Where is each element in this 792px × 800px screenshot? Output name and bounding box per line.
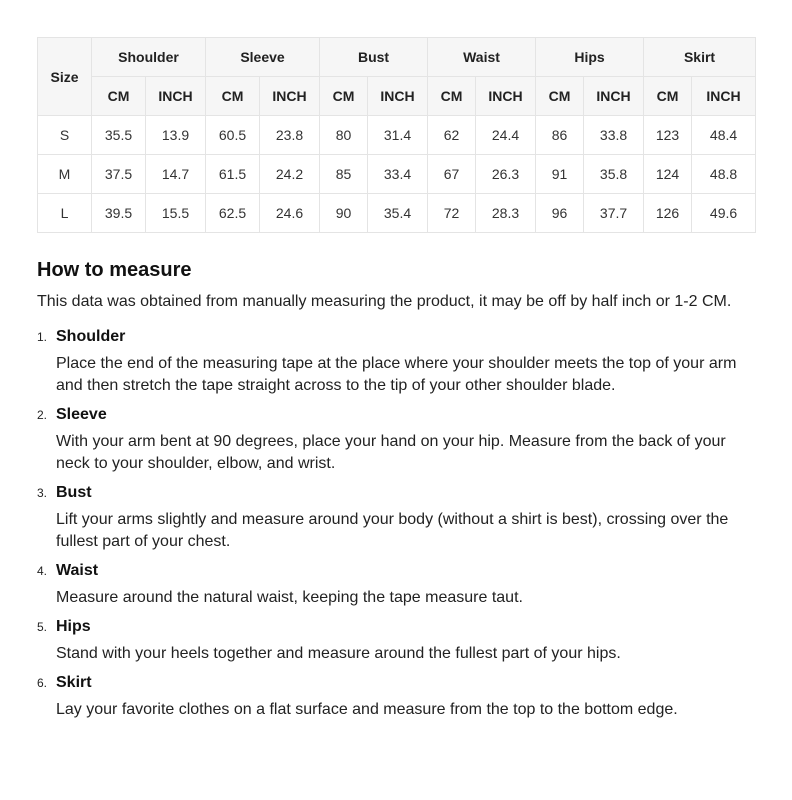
unit-header-cm: CM <box>428 77 476 116</box>
unit-header-inch: INCH <box>692 77 756 116</box>
unit-header-inch: INCH <box>260 77 320 116</box>
table-cell: 14.7 <box>146 155 206 194</box>
step-item-bust <box>37 483 755 553</box>
table-cell: 39.5 <box>92 194 146 233</box>
step-title: Bust <box>56 484 92 501</box>
unit-header-inch: INCH <box>368 77 428 116</box>
table-cell: 124 <box>644 155 692 194</box>
table-cell: 24.2 <box>260 155 320 194</box>
size-label: L <box>38 194 92 233</box>
unit-header-cm: CM <box>320 77 368 116</box>
table-cell: 91 <box>536 155 584 194</box>
table-cell: 86 <box>536 116 584 155</box>
size-chart-table <box>37 37 756 233</box>
step-item-waist <box>37 561 755 609</box>
table-cell: 37.7 <box>584 194 644 233</box>
step-number: 2. <box>37 408 48 422</box>
step-item-sleeve <box>37 405 755 475</box>
measure-steps-list <box>37 327 755 721</box>
table-row <box>38 155 756 194</box>
size-guide <box>37 37 755 729</box>
size-label: S <box>38 116 92 155</box>
step-number: 3. <box>37 486 48 500</box>
table-cell: 15.5 <box>146 194 206 233</box>
column-group-bust: Bust <box>320 38 428 77</box>
table-cell: 61.5 <box>206 155 260 194</box>
unit-header-cm: CM <box>92 77 146 116</box>
size-label: M <box>38 155 92 194</box>
step-item-skirt <box>37 673 755 721</box>
table-cell: 123 <box>644 116 692 155</box>
unit-header-inch: INCH <box>146 77 206 116</box>
table-cell: 96 <box>536 194 584 233</box>
step-description: Lay your favorite clothes on a flat surface and measure from the top to the bottom edge. <box>56 701 678 718</box>
table-cell: 90 <box>320 194 368 233</box>
step-title: Waist <box>56 562 99 579</box>
step-description: Stand with your heels together and measure around the fullest part of your hips. <box>56 645 621 662</box>
size-column-header: Size <box>38 38 92 116</box>
table-cell: 48.4 <box>692 116 756 155</box>
unit-header-cm: CM <box>644 77 692 116</box>
table-header-row-units <box>38 77 756 116</box>
column-group-hips: Hips <box>536 38 644 77</box>
table-cell: 28.3 <box>476 194 536 233</box>
column-group-waist: Waist <box>428 38 536 77</box>
section-title: How to measure <box>37 259 192 281</box>
unit-header-cm: CM <box>206 77 260 116</box>
table-cell: 62 <box>428 116 476 155</box>
table-cell: 80 <box>320 116 368 155</box>
column-group-skirt: Skirt <box>644 38 756 77</box>
table-cell: 35.4 <box>368 194 428 233</box>
table-cell: 67 <box>428 155 476 194</box>
table-cell: 72 <box>428 194 476 233</box>
step-number: 1. <box>37 330 48 344</box>
table-cell: 85 <box>320 155 368 194</box>
column-group-sleeve: Sleeve <box>206 38 320 77</box>
step-description: With your arm bent at 90 degrees, place your hand on your hip. Measure from the back of your neck to your shoulder, elbow, and wrist. <box>56 433 726 472</box>
table-cell: 35.8 <box>584 155 644 194</box>
table-cell: 35.5 <box>92 116 146 155</box>
table-cell: 126 <box>644 194 692 233</box>
table-cell: 24.4 <box>476 116 536 155</box>
table-cell: 48.8 <box>692 155 756 194</box>
table-cell: 49.6 <box>692 194 756 233</box>
table-cell: 33.4 <box>368 155 428 194</box>
step-description: Place the end of the measuring tape at the place where your shoulder meets the top of your arm and then stretch the tape straight across to the tip of your other shoulder blade. <box>56 355 737 394</box>
table-cell: 24.6 <box>260 194 320 233</box>
table-cell: 13.9 <box>146 116 206 155</box>
step-number: 4. <box>37 564 48 578</box>
step-description: Measure around the natural waist, keeping the tape measure taut. <box>56 589 523 606</box>
step-title: Shoulder <box>56 328 126 345</box>
table-cell: 31.4 <box>368 116 428 155</box>
how-to-measure-section <box>37 257 755 721</box>
step-item-hips <box>37 617 755 665</box>
unit-header-cm: CM <box>536 77 584 116</box>
table-header-row-groups <box>38 38 756 77</box>
table-cell: 26.3 <box>476 155 536 194</box>
table-cell: 33.8 <box>584 116 644 155</box>
step-title: Hips <box>56 618 91 635</box>
step-title: Sleeve <box>56 406 107 423</box>
step-number: 6. <box>37 676 48 690</box>
table-row <box>38 116 756 155</box>
table-cell: 62.5 <box>206 194 260 233</box>
step-number: 5. <box>37 620 48 634</box>
step-title: Skirt <box>56 674 92 691</box>
table-cell: 37.5 <box>92 155 146 194</box>
unit-header-inch: INCH <box>584 77 644 116</box>
step-item-shoulder <box>37 327 755 397</box>
step-description: Lift your arms slightly and measure around your body (without a shirt is best), crossing over the fullest part of your chest. <box>56 511 729 550</box>
table-cell: 60.5 <box>206 116 260 155</box>
intro-text: This data was obtained from manually measuring the product, it may be off by half inch or 1-2 CM. <box>37 293 732 310</box>
column-group-shoulder: Shoulder <box>92 38 206 77</box>
unit-header-inch: INCH <box>476 77 536 116</box>
table-row <box>38 194 756 233</box>
table-cell: 23.8 <box>260 116 320 155</box>
